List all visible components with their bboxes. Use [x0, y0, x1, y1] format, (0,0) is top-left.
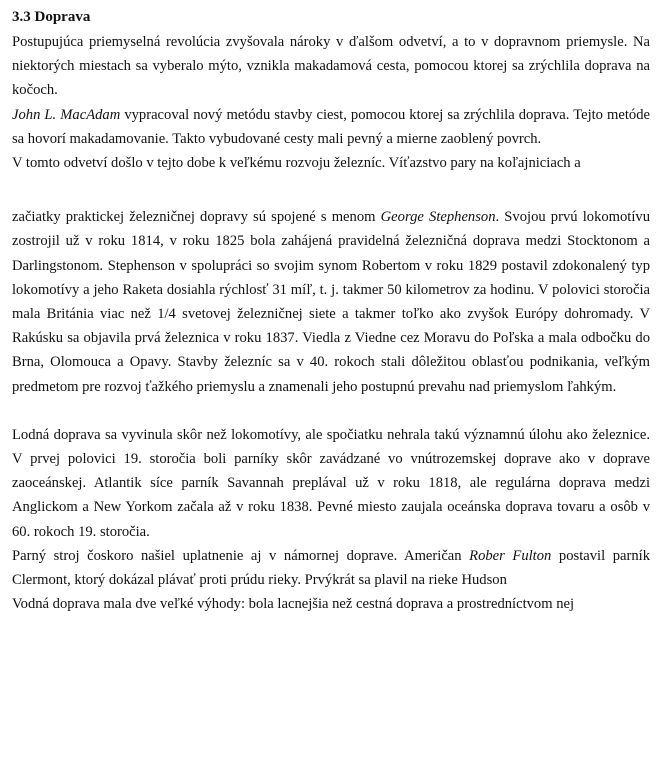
paragraph-railways-intro — [12, 151, 650, 175]
section-heading: 3.3 Doprava — [12, 9, 91, 25]
blank-gap — [12, 399, 650, 423]
paragraph-fulton-rest: postavil parník Clermont, ktorý dokázal plávať proti prúdu rieky. Prvýkrát sa plavil na rieke Hudson — [12, 547, 651, 589]
paragraph-shipping-text: Lodná doprava sa vyvinula skôr než lokomotívy, ale spočiatku nehrala takú významnú úlohu ako železnice. V prvej polovici 19. storočia boli parníky skôr zavádzané vo vnútrozemskej doprave ako v doprave zaoceánskej. Atlantik síce parník Savannah preplával už v roku 1818, ale regulárna doprava medzi Anglickom a New Yorkom začala až v roku 1838. Pevné miesto zaujala oceánska doprava tovaru a osôb v 60. rokoch 19. storočia. — [12, 426, 650, 540]
paragraph-macadam — [12, 103, 650, 151]
person-name-macadam: John L. MacAdam — [12, 106, 121, 123]
paragraph-railways-intro-text: V tomto odvetví došlo v tejto dobe k veľkému rozvoju železníc. Víťazstvo pary na koľajniciach a — [12, 155, 581, 172]
blank-gap — [12, 175, 650, 205]
document-page — [12, 6, 650, 616]
person-name-stephenson: George Stephenson — [380, 209, 496, 226]
paragraph-revolution-text: Postupujúca priemyselná revolúcia zvyšovala nároky v ďalšom odvetví, a to v dopravnom priemysle. Na niektorých miestach sa vyberalo mýto, vznikla makadamová cesta, pomocou ktorej sa zrýchlila doprava na kočoch. — [12, 34, 650, 99]
paragraph-macadam-text: vypracoval nový metódu stavby ciest, pomocou ktorej sa zrýchlila doprava. Tejto metóde sa hovorí makadamovanie. Takto vybudované cesty mali pevný a mierne zaoblený povrch. — [12, 106, 650, 147]
person-name-fulton: Rober Fulton — [469, 547, 552, 564]
paragraph-stephenson-start: začiatky praktickej železničnej dopravy sú spojené s menom — [12, 209, 381, 226]
paragraph-water-transport-text: Vodná doprava mala dve veľké výhody: bola lacnejšia než cestná doprava a prostredníctvom nej — [12, 596, 575, 613]
paragraph-shipping — [12, 423, 650, 544]
paragraph-stephenson-rest: . Svojou prvú lokomotívu zostrojil už v roku 1814, v roku 1825 bola zahájená pravidelná železničná doprava medzi Stocktonom a Darlingstonom. Stephenson v spolupráci so svojim synom Robertom v roku 1829 postavil zdokonalený typ lokomotívy a jeho Raketa dosiahla rýchlosť 31 míľ, t. j. takmer 50 kilometrov za hodinu. V polovici storočia mala Británia viac než 1/4 svetovej železničnej siete a takmer toľko ako zvyšok Európy dohromady. V Rakúsku sa objavila prvá železnica v roku 1837. Viedla z Viedne cez Moravu do Poľska a mala odbočku do Brna, Olomouca a Opavy. Stavby železníc sa v 40. rokoch stali dôležitou oblasťou podnikania, veľkým predmetom pre rozvoj ťažkého priemyslu a znamenali jeho postupnú prevahu nad priemyslom ľahkým. — [12, 209, 651, 395]
paragraph-fulton-start: Parný stroj čoskoro našiel uplatnenie aj v námornej doprave. Američan — [12, 547, 470, 564]
paragraph-stephenson — [12, 205, 650, 399]
paragraph-water-transport — [12, 592, 650, 616]
paragraph-revolution — [12, 30, 650, 103]
paragraph-fulton — [12, 544, 650, 592]
